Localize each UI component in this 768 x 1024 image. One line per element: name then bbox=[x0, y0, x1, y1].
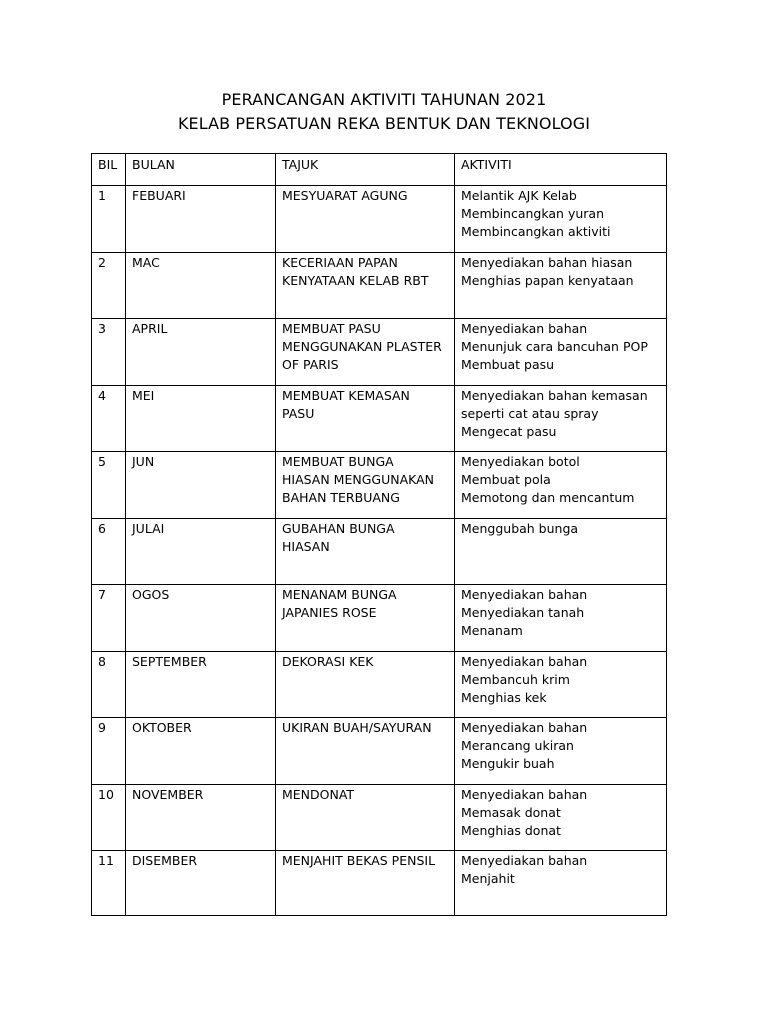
cell-bulan: MAC bbox=[126, 253, 276, 319]
cell-bil: 9 bbox=[92, 718, 126, 785]
tajuk-line: MENGGUNAKAN PLASTER bbox=[282, 339, 442, 354]
aktiviti-line: Menyediakan bahan hiasan bbox=[461, 255, 633, 270]
cell-bulan: DISEMBER bbox=[126, 851, 276, 916]
cell-tajuk bbox=[276, 785, 455, 851]
cell-tajuk bbox=[276, 851, 455, 916]
tajuk-line: BAHAN TERBUANG bbox=[282, 490, 400, 505]
title-line-1: PERANCANGAN AKTIVITI TAHUNAN 2021 bbox=[221, 90, 547, 109]
header-bil: BIL bbox=[92, 154, 126, 186]
table-row bbox=[92, 585, 667, 652]
header-bulan: BULAN bbox=[126, 154, 276, 186]
aktiviti-line: Menyediakan bahan bbox=[461, 853, 588, 868]
cell-bulan: FEBUARI bbox=[126, 186, 276, 253]
cell-bulan: MEI bbox=[126, 386, 276, 452]
cell-aktiviti bbox=[455, 519, 667, 585]
aktiviti-line: Melantik AJK Kelab bbox=[461, 188, 577, 203]
cell-tajuk bbox=[276, 386, 455, 452]
tajuk-line: UKIRAN BUAH/SAYURAN bbox=[282, 720, 432, 735]
cell-tajuk bbox=[276, 652, 455, 718]
cell-bulan: JUN bbox=[126, 452, 276, 519]
aktiviti-line: Menyediakan bahan bbox=[461, 321, 588, 336]
cell-bil: 4 bbox=[92, 386, 126, 452]
aktiviti-line: Membincangkan aktiviti bbox=[461, 224, 611, 239]
cell-bulan: OKTOBER bbox=[126, 718, 276, 785]
cell-bil: 2 bbox=[92, 253, 126, 319]
cell-aktiviti bbox=[455, 386, 667, 452]
cell-aktiviti bbox=[455, 585, 667, 652]
aktiviti-line: Menyediakan bahan bbox=[461, 654, 588, 669]
aktiviti-line: Menyediakan botol bbox=[461, 454, 580, 469]
aktiviti-line: Menghias donat bbox=[461, 823, 561, 838]
aktiviti-line: Membuat pola bbox=[461, 472, 551, 487]
aktiviti-line: Menjahit bbox=[461, 871, 515, 886]
aktiviti-line: Menyediakan bahan bbox=[461, 720, 588, 735]
tajuk-line: MENANAM BUNGA bbox=[282, 587, 397, 602]
cell-bil: 1 bbox=[92, 186, 126, 253]
tajuk-line: HIASAN MENGGUNAKAN bbox=[282, 472, 435, 487]
header-aktiviti: AKTIVITI bbox=[455, 154, 667, 186]
tajuk-line: PASU bbox=[282, 406, 315, 421]
activity-table bbox=[91, 153, 667, 916]
table-row bbox=[92, 386, 667, 452]
table-row bbox=[92, 452, 667, 519]
table-row bbox=[92, 319, 667, 386]
aktiviti-line: Memotong dan mencantum bbox=[461, 490, 635, 505]
cell-bil: 5 bbox=[92, 452, 126, 519]
cell-bil: 10 bbox=[92, 785, 126, 851]
cell-aktiviti bbox=[455, 319, 667, 386]
title-line-2: KELAB PERSATUAN REKA BENTUK DAN TEKNOLOGI bbox=[177, 114, 591, 133]
cell-bulan: OGOS bbox=[126, 585, 276, 652]
table-row bbox=[92, 718, 667, 785]
tajuk-line: MEMBUAT BUNGA bbox=[282, 454, 394, 469]
aktiviti-line: Merancang ukiran bbox=[461, 738, 574, 753]
aktiviti-line: seperti cat atau spray bbox=[461, 406, 599, 421]
aktiviti-line: Mengecat pasu bbox=[461, 424, 557, 439]
cell-bulan: APRIL bbox=[126, 319, 276, 386]
cell-tajuk bbox=[276, 452, 455, 519]
cell-aktiviti bbox=[455, 253, 667, 319]
aktiviti-line: Menghias papan kenyataan bbox=[461, 273, 634, 288]
aktiviti-line: Membancuh krim bbox=[461, 672, 570, 687]
aktiviti-line: Menggubah bunga bbox=[461, 521, 579, 536]
tajuk-line: GUBAHAN BUNGA bbox=[282, 521, 395, 536]
tajuk-line: DEKORASI KEK bbox=[282, 654, 374, 669]
table-body bbox=[92, 186, 667, 916]
tajuk-line: MESYUARAT AGUNG bbox=[282, 188, 408, 203]
tajuk-line: HIASAN bbox=[282, 539, 330, 554]
tajuk-line: MENJAHIT BEKAS PENSIL bbox=[282, 853, 436, 868]
cell-bil: 6 bbox=[92, 519, 126, 585]
cell-aktiviti bbox=[455, 186, 667, 253]
cell-bulan: NOVEMBER bbox=[126, 785, 276, 851]
cell-aktiviti bbox=[455, 452, 667, 519]
tajuk-line: KENYATAAN KELAB RBT bbox=[282, 273, 429, 288]
tajuk-line: KECERIAAN PAPAN bbox=[282, 255, 398, 270]
cell-bil: 11 bbox=[92, 851, 126, 916]
cell-tajuk bbox=[276, 186, 455, 253]
tajuk-line: MEMBUAT KEMASAN bbox=[282, 388, 410, 403]
tajuk-line: MENDONAT bbox=[282, 787, 355, 802]
cell-bil: 3 bbox=[92, 319, 126, 386]
aktiviti-line: Menyediakan bahan bbox=[461, 787, 588, 802]
cell-tajuk bbox=[276, 253, 455, 319]
cell-tajuk bbox=[276, 718, 455, 785]
cell-bil: 8 bbox=[92, 652, 126, 718]
aktiviti-line: Menyediakan bahan bbox=[461, 587, 588, 602]
aktiviti-line: Mengukir buah bbox=[461, 756, 555, 771]
aktiviti-line: Menunjuk cara bancuhan POP bbox=[461, 339, 648, 354]
tajuk-line: OF PARIS bbox=[282, 357, 339, 372]
cell-bil: 7 bbox=[92, 585, 126, 652]
table-row bbox=[92, 851, 667, 916]
aktiviti-line: Membuat pasu bbox=[461, 357, 555, 372]
aktiviti-line: Menghias kek bbox=[461, 690, 547, 705]
aktiviti-line: Membincangkan yuran bbox=[461, 206, 604, 221]
cell-aktiviti bbox=[455, 652, 667, 718]
cell-aktiviti bbox=[455, 718, 667, 785]
aktiviti-line: Menyediakan tanah bbox=[461, 605, 585, 620]
cell-tajuk bbox=[276, 319, 455, 386]
cell-bulan: SEPTEMBER bbox=[126, 652, 276, 718]
aktiviti-line: Menanam bbox=[461, 623, 523, 638]
table-row bbox=[92, 253, 667, 319]
table-row bbox=[92, 186, 667, 253]
cell-tajuk bbox=[276, 585, 455, 652]
cell-aktiviti bbox=[455, 785, 667, 851]
cell-aktiviti bbox=[455, 851, 667, 916]
tajuk-line: MEMBUAT PASU bbox=[282, 321, 381, 336]
cell-bulan: JULAI bbox=[126, 519, 276, 585]
table-header-row bbox=[92, 154, 667, 186]
cell-tajuk bbox=[276, 519, 455, 585]
document-title bbox=[0, 88, 768, 136]
aktiviti-line: Menyediakan bahan kemasan bbox=[461, 388, 648, 403]
tajuk-line: JAPANIES ROSE bbox=[282, 605, 377, 620]
table-row bbox=[92, 652, 667, 718]
table-row bbox=[92, 785, 667, 851]
table-row bbox=[92, 519, 667, 585]
header-tajuk: TAJUK bbox=[276, 154, 455, 186]
aktiviti-line: Memasak donat bbox=[461, 805, 561, 820]
